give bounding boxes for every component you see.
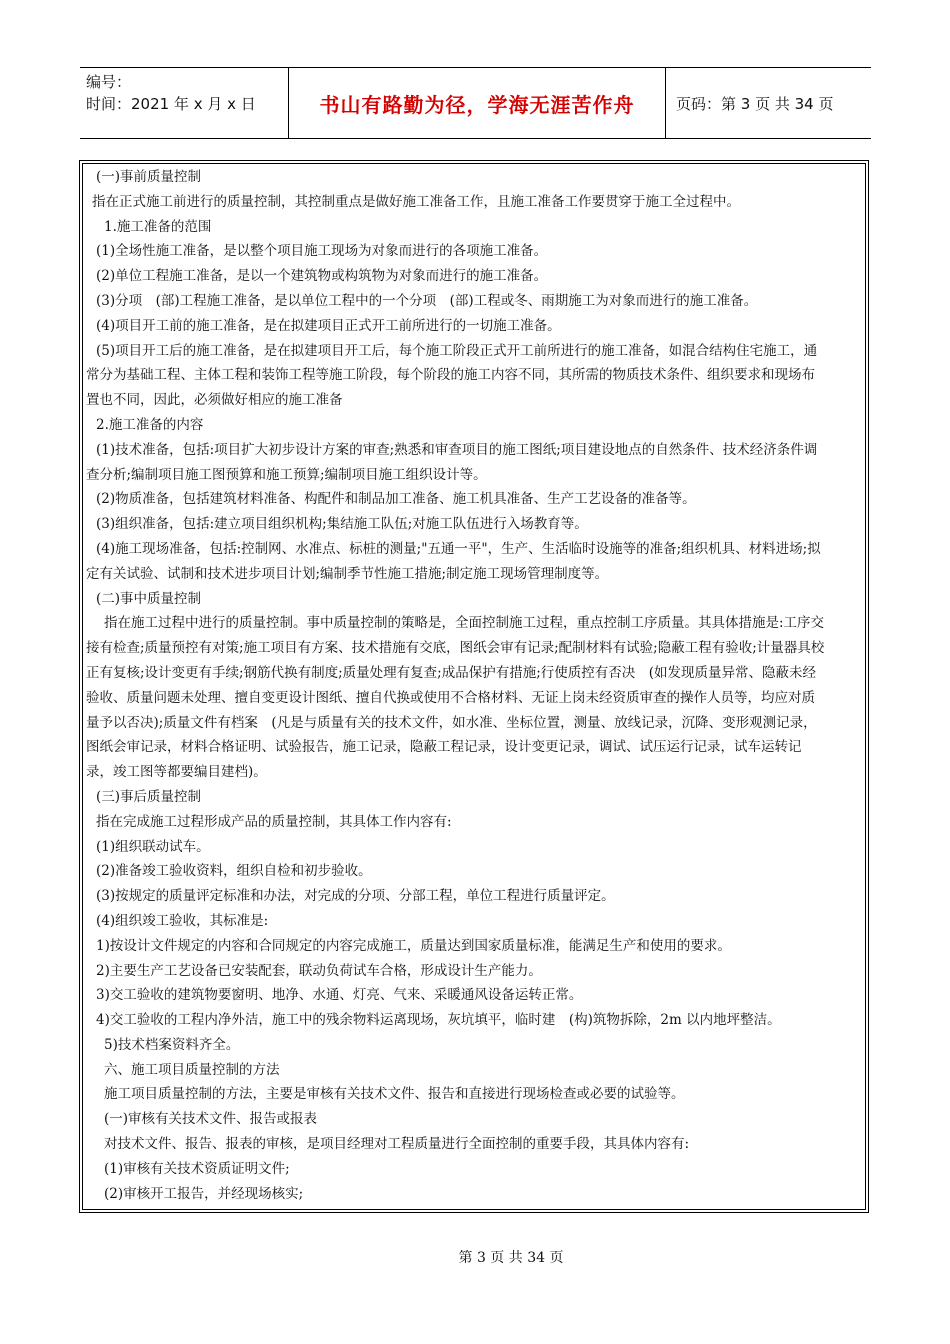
body-line: 量予以否决);质量文件有档案 (凡是与质量有关的技术文件，如水准、坐标位置，测量、放线记录，沉降、变形观测记录，	[86, 714, 817, 731]
body-line: 常分为基础工程、主体工程和装饰工程等施工阶段，每个阶段的施工内容不同，其所需的物质技术条件、组织要求和现场布	[86, 367, 815, 384]
body-line: (一)审核有关技术文件、报告或报表	[104, 1111, 318, 1128]
body-line: (3)组织准备，包括:建立项目组织机构;集结施工队伍;对施工队伍进行入场教育等。	[96, 516, 588, 533]
body-line: 接有检查;质量预控有对策;施工项目有方案、技术措施有交底，图纸会审有记录;配制材料有试验;隐蔽工程有验收;计量器具校	[86, 640, 825, 657]
body-line: 六、施工项目质量控制的方法	[104, 1061, 280, 1078]
body-line: 4)交工验收的工程内净外洁，施工中的残余物料运离现场，灰坑填平，临时建 (构)筑物拆除，2m 以内地坪整洁。	[96, 1012, 781, 1029]
body-line: 正有复核;设计变更有手续;钢筋代换有制度;质量处理有复查;成品保护有措施;行使质控有否决 (如发现质量异常、隐蔽未经	[86, 664, 817, 681]
body-line: 定有关试验、试制和技术进步项目计划;编制季节性施工措施;制定施工现场管理制度等。	[86, 565, 609, 582]
body-line: 1)按设计文件规定的内容和合同规定的内容完成施工，质量达到国家质量标准，能满足生产和使用的要求。	[96, 937, 731, 954]
body-line: 录，竣工图等都要编目建档)。	[86, 764, 267, 781]
body-line: (1)技术准备，包括:项目扩大初步设计方案的审查;熟悉和审查项目的施工图纸;项目建设地点的自然条件、技术经济条件调	[96, 441, 818, 458]
body-line: (4)组织竣工验收，其标准是:	[96, 912, 269, 929]
body-line: 5)技术档案资料齐全。	[104, 1036, 240, 1053]
body-line: 验收、质量问题未处理、擅自变更设计图纸、擅自代换或使用不合格材料、无证上岗未经资质审查的操作人员等，均应对质	[86, 689, 815, 706]
body-line: (4)项目开工前的施工准备，是在拟建项目正式开工前所进行的一切施工准备。	[96, 317, 561, 334]
page-header	[80, 67, 871, 139]
header-meta	[80, 68, 288, 138]
body-line: (3)分项 (部)工程施工准备，是以单位工程中的一个分项 (部)工程或冬、雨期施工为对象而进行的施工准备。	[96, 292, 758, 309]
body-line: 指在正式施工前进行的质量控制，其控制重点是做好施工准备工作，且施工准备工作要贯穿于施工全过程中。	[92, 193, 740, 210]
body-line: 指在施工过程中进行的质量控制。事中质量控制的策略是，全面控制施工过程，重点控制工序质量。其具体措施是:工序交	[104, 615, 825, 632]
body-line: 图纸会审记录，材料合格证明、试验报告，施工记录，隐蔽工程记录，设计变更记录，调试、试压运行记录，试车运转记	[86, 739, 802, 756]
body-line: 施工项目质量控制的方法，主要是审核有关技术文件、报告和直接进行现场检查或必要的试验等。	[104, 1086, 685, 1103]
body-line: (三)事后质量控制	[96, 788, 202, 805]
body-line: 1.施工准备的范围	[104, 218, 212, 235]
body-line: (1)组织联动试车。	[96, 838, 210, 855]
body-line: (2)单位工程施工准备，是以一个建筑物或构筑物为对象而进行的施工准备。	[96, 268, 548, 285]
body-line: 对技术文件、报告、报表的审核，是项目经理对工程质量进行全面控制的重要手段，其具体内容有:	[104, 1136, 690, 1153]
body-line: 3)交工验收的建筑物要窗明、地净、水通、灯亮、气来、采暖通风设备运转正常。	[96, 987, 583, 1004]
header-page-info: 页码：第 3 页 共 34 页	[676, 94, 834, 113]
page-footer: 第 3 页 共 34 页	[458, 1250, 564, 1266]
document-number-label: 编号：	[86, 73, 132, 91]
header-motto: 书山有路勤为径，学海无涯苦作舟	[288, 68, 666, 138]
document-date: 时间：2021 年 x 月 x 日	[86, 95, 256, 113]
body-line: (3)按规定的质量评定标准和办法，对完成的分项、分部工程，单位工程进行质量评定。	[96, 888, 615, 905]
body-line: (2)准备竣工验收资料，组织自检和初步验收。	[96, 863, 372, 880]
document-body	[79, 160, 869, 1213]
body-line: (2)审核开工报告，并经现场核实;	[104, 1185, 304, 1202]
body-line: 置也不同，因此，必须做好相应的施工准备	[86, 392, 343, 409]
body-line: (4)施工现场准备，包括:控制网、水准点、标桩的测量;"五通一平"，生产、生活临时设施等的准备;组织机具、材料进场;拟	[96, 540, 821, 557]
body-line: (5)项目开工后的施工准备，是在拟建项目开工后，每个施工阶段正式开工前所进行的施工准备，如混合结构住宅施工，通	[96, 342, 818, 359]
body-line: 指在完成施工过程形成产品的质量控制，其具体工作内容有:	[96, 813, 452, 830]
body-line: (1)审核有关技术资质证明文件;	[104, 1160, 290, 1177]
body-line: (1)全场性施工准备，是以整个项目施工现场为对象而进行的各项施工准备。	[96, 243, 548, 260]
body-line: 2)主要生产工艺设备已安装配套，联动负荷试车合格，形成设计生产能力。	[96, 962, 542, 979]
body-line: (2)物质准备，包括建筑材料准备、构配件和制品加工准备、施工机具准备、生产工艺设备的准备等。	[96, 491, 696, 508]
body-line: 查分析;编制项目施工图预算和施工预算;编制项目施工组织设计等。	[86, 466, 487, 483]
body-line: 2.施工准备的内容	[96, 416, 204, 433]
body-line: (一)事前质量控制	[96, 169, 202, 185]
body-line: (二)事中质量控制	[96, 590, 202, 607]
